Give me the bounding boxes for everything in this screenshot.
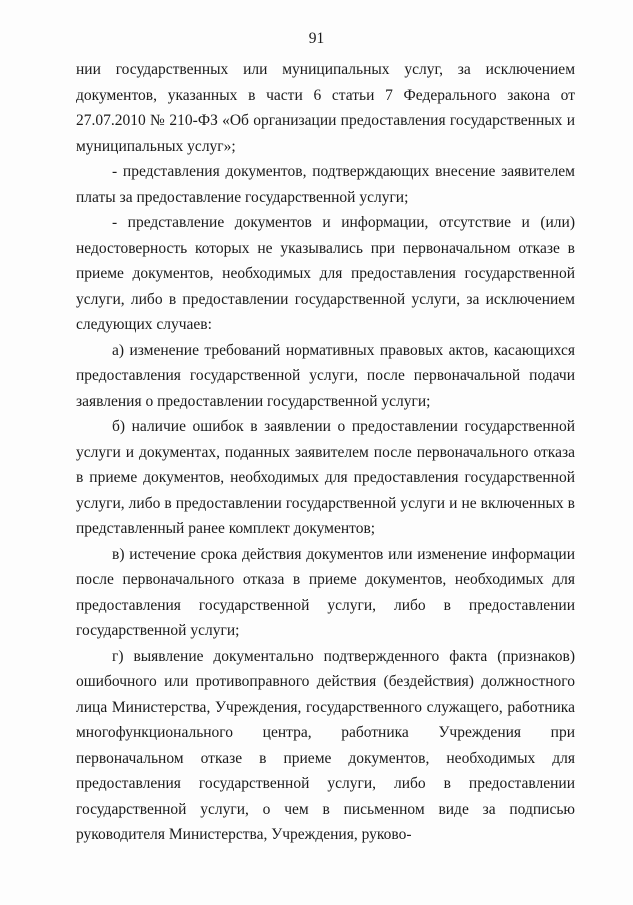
paragraph-item-a: а) изменение требований нормативных правовых актов, касающихся предоставления государственной услуги, после первоначальной подачи заявления о предоставлении государственной услуги; bbox=[76, 341, 575, 410]
paragraph-item-b: б) наличие ошибок в заявлении о предоставлении государственной услуги и документах, поданных заявителем после первоначального отказа в приеме документов, необходимых для предоставления государственной услуги, либо в предоставлении государственной услуги и не включенных в представленный ранее комплект документов; bbox=[76, 418, 575, 537]
paragraph-item-v: в) истечение срока действия документов или изменение информации после первоначального отказа в приеме документов, необходимых для предоставления государственной услуги, либо в предоставлении государственной услуги; bbox=[76, 545, 575, 639]
page-number: 91 bbox=[308, 30, 325, 47]
paragraph-documents-information: - представление документов и информации, отсутствие и (или) недостоверность которых не указывались при первоначальном отказе в приеме документов, необходимых для предоставления государственной услуги, либо в предоставлении государственной услуги, за исключением следующих случаев: bbox=[76, 214, 575, 333]
paragraph-item-g: г) выявление документально подтвержденного факта (признаков) ошибочного или противоправного действия (бездействия) должностного лица Министерства, Учреждения, государственного служащего, работника многофункционального центра, работника Учреждения при первоначальном отказе в приеме документов, необходимых для предоставления государственной услуги, либо в предоставлении государственной услуги, о чем в письменном виде за подписью руководителя Министерства, Учреждения, руково- bbox=[76, 647, 575, 843]
paragraph-fee-documents: - представления документов, подтверждающих внесение заявителем платы за предоставление государственной услуги; bbox=[76, 163, 575, 206]
document-body bbox=[76, 57, 575, 848]
paragraph-continuation: нии государственных или муниципальных услуг, за исключением документов, указанных в части 6 статьи 7 Федерального закона от 27.07.2010 № 210-ФЗ «Об организации предоставления государственных и муниципальных услуг»; bbox=[76, 61, 575, 155]
